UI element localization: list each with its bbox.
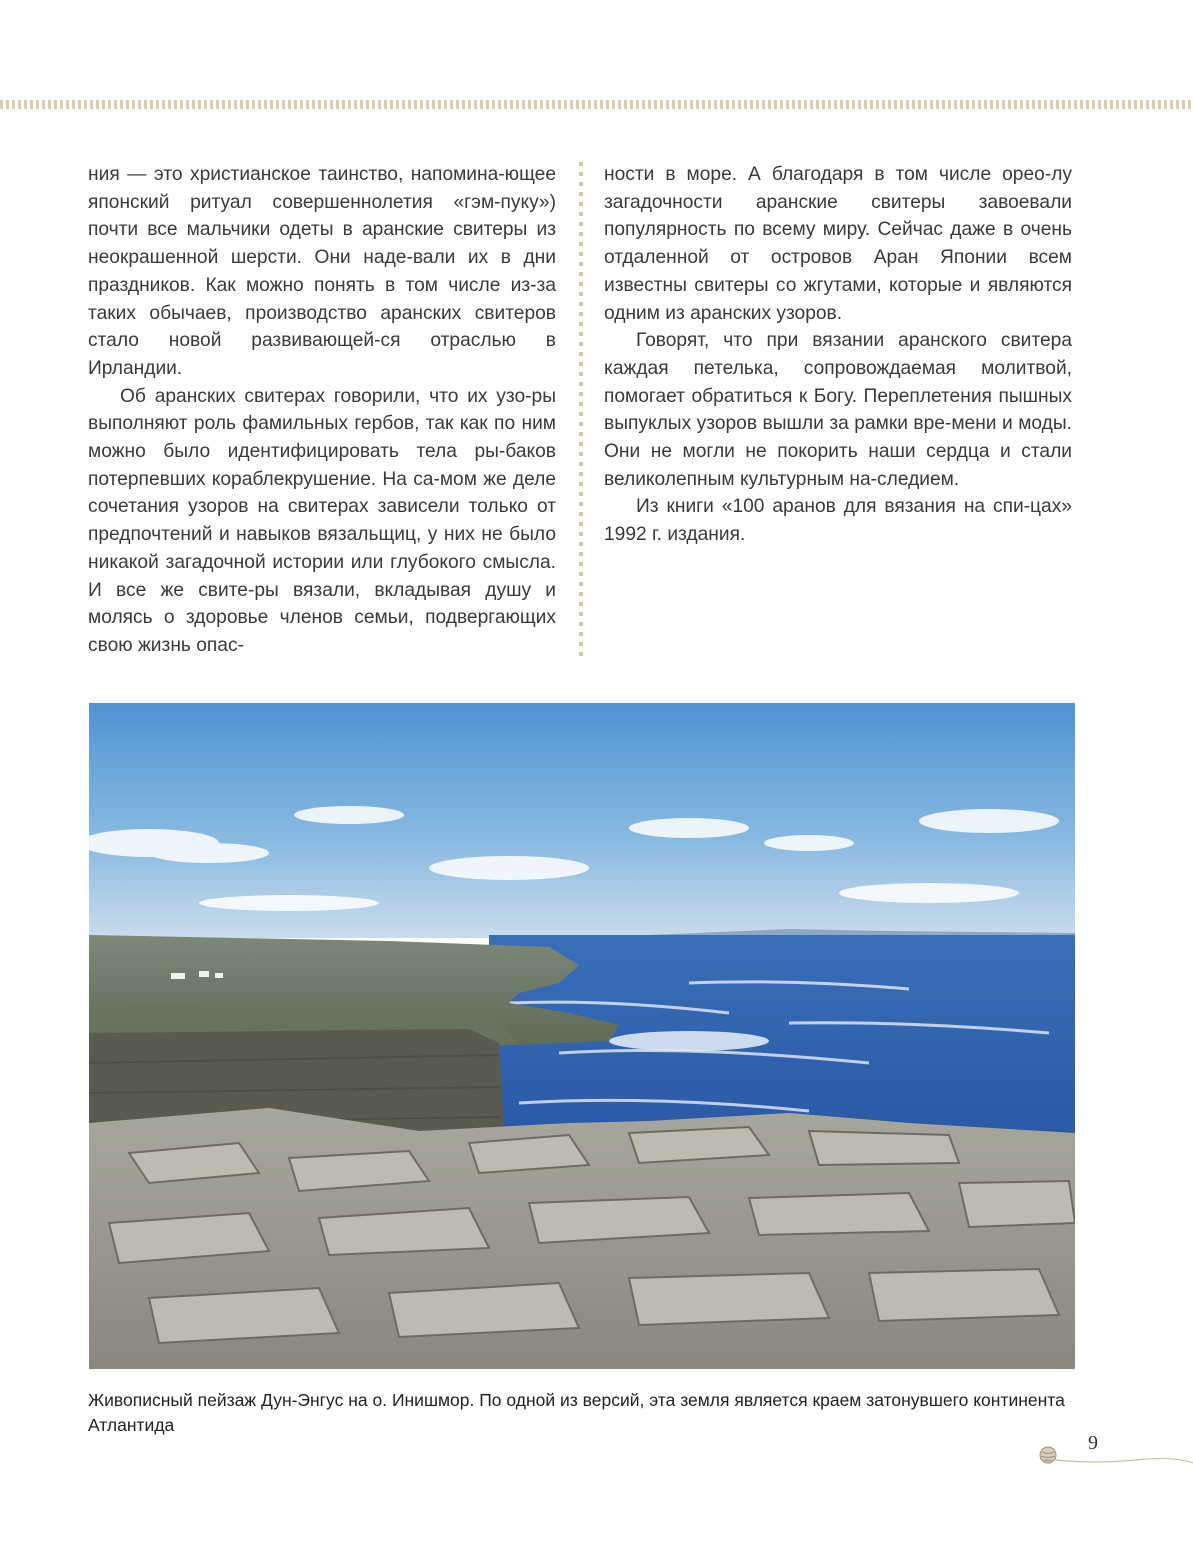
paragraph: Об аранских свитерах говорили, что их узо-ры выполняют роль фамильных гербов, так как по ним можно было идентифицировать тела ры-баков потерпевших кораблекрушение. На са-мом же деле сочетания узоров на свитерах зависели только от предпочтений и навыков вязальщиц, у них не было никакой загадочной истории или глубокого смысла. И все же свите-ры вязали, вкладывая душу и молясь о здоровье членов семьи, подвергающих свою жизнь опас- bbox=[88, 385, 556, 656]
paragraph: Говорят, что при вязании аранского свитера каждая петелька, сопровождаемая молитвой, помогает обратиться к Богу. Переплетения пышных выпуклых узоров вышли за рамки вре-мени и моды. Они не могли не покорить наши сердца и стали великолепным культурным на-следием. bbox=[604, 330, 1072, 490]
paragraph: ния — это христианское таинство, напомина-ющее японский ритуал совершеннолетия «гэм-пуку») почти все мальчики одеты в аранские свитеры из неокрашенной шерсти. Они наде-вали их в дни праздников. Как можно понять в том числе из-за таких обычаев, производство аранских свитеров стало новой развивающей-ся отраслью в Ирландии. bbox=[88, 164, 556, 379]
paragraph-source: Из книги «100 аранов для вязания на спи-цах» 1992 г. издания. bbox=[604, 496, 1072, 546]
top-decorative-dotted-border bbox=[0, 100, 1193, 109]
text-column-right bbox=[604, 161, 1072, 549]
column-divider bbox=[579, 162, 583, 656]
footer-yarn-line bbox=[1055, 1454, 1193, 1468]
photo-caption: Живописный пейзаж Дун-Энгус на о. Инишмор. По одной из версий, эта земля является краем затонувшего континента Атлантида bbox=[88, 1390, 1065, 1435]
paragraph: ности в море. А благодаря в том числе орео-лу загадочности аранские свитеры завоевали популярность по всему миру. Сейчас даже в очень отдаленной от островов Аран Японии всем известны свитеры со жгутами, которые и являются одним из аранских узоров. bbox=[604, 164, 1072, 324]
landscape-photo bbox=[89, 703, 1075, 1369]
page-number: 9 bbox=[1088, 1432, 1098, 1454]
text-column-left bbox=[88, 161, 556, 660]
